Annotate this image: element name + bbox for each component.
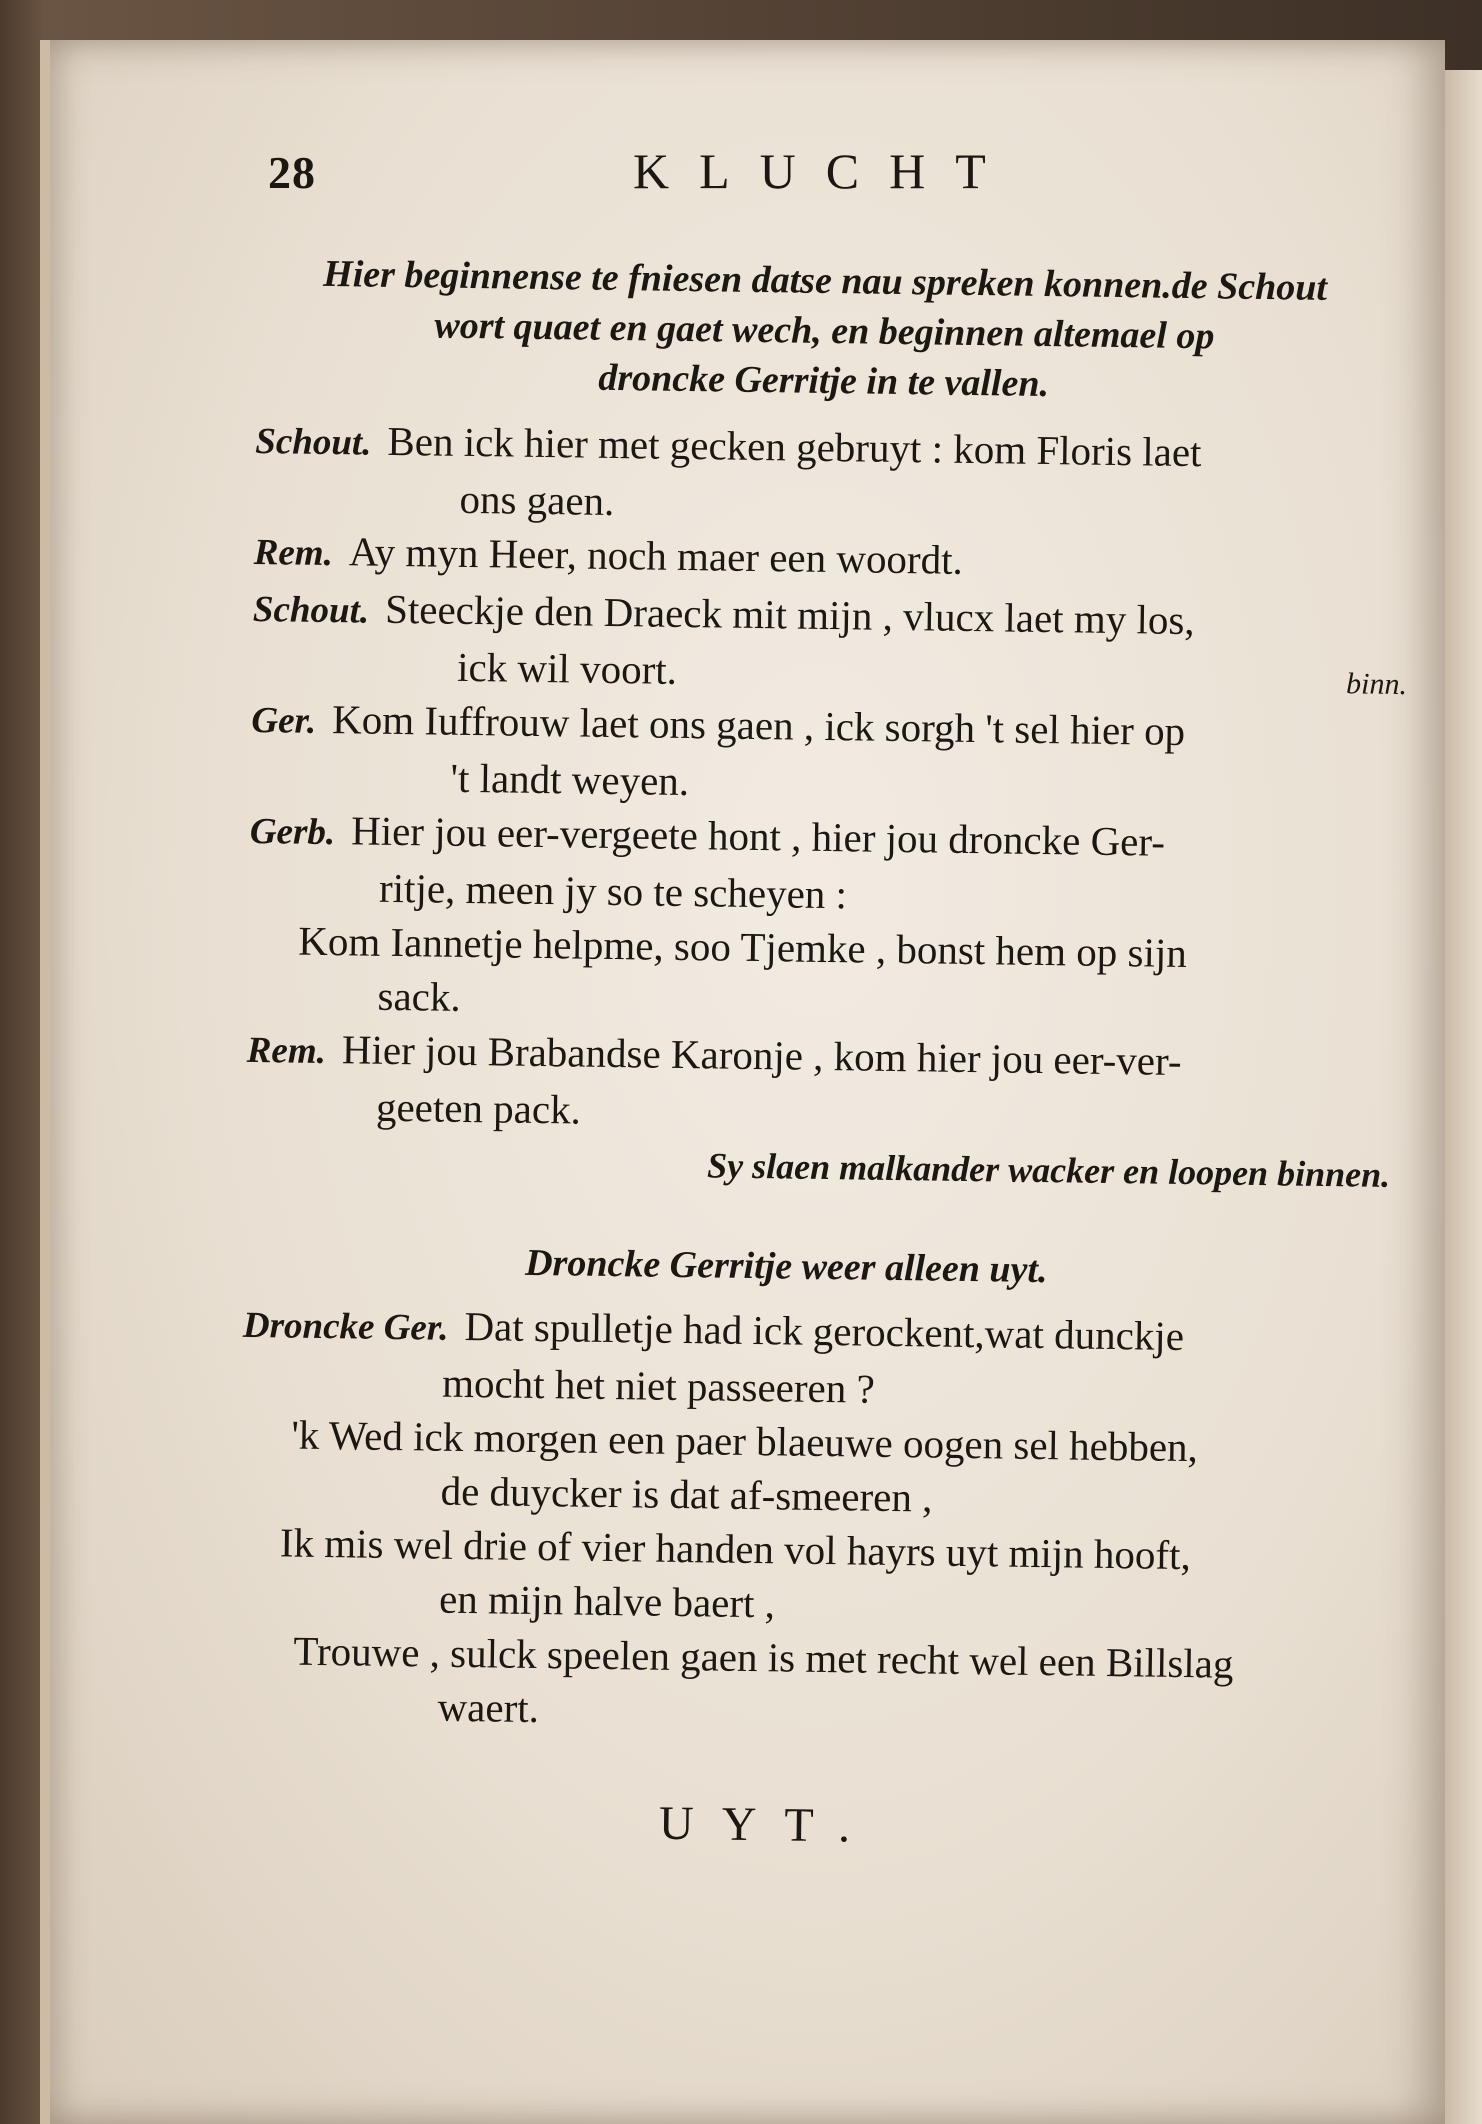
- page-header: [268, 138, 1168, 208]
- speech-line: Ben ick hier met gecken gebruyt : kom Floris laet: [387, 417, 1202, 476]
- speech-line: ick wil voort.: [456, 643, 678, 693]
- speech-line: Hier jou Brabandse Karonje , kom hier jou eer-ver-: [341, 1026, 1182, 1084]
- speech-line: Hier jou eer-vergeete hont , hier jou droncke Ger-: [350, 807, 1166, 865]
- speaker-name: Gerb.: [249, 810, 336, 854]
- speech-block: [250, 691, 1396, 818]
- speech-block: [252, 580, 1408, 707]
- speech-block: [254, 412, 1400, 539]
- speech-line: geeten pack.: [375, 1083, 582, 1133]
- speaker-name: Rem.: [246, 1029, 327, 1073]
- speech-line: mocht het niet passeeren ?: [441, 1359, 876, 1412]
- running-head: KLUCHT: [633, 143, 1016, 199]
- end-mark: UYT.: [658, 1796, 879, 1853]
- speech-line: Kom Iannetje helpme, soo Tjemke , bonst hem op sijn: [298, 917, 1188, 977]
- speech-line: ritje, meen jy so te scheyen :: [378, 864, 848, 918]
- speech-line: Ik mis wel drie of vier handen vol hayrs uyt mijn hooft,: [279, 1519, 1192, 1579]
- speaker-name: Rem.: [253, 531, 334, 575]
- speech-line: 'k Wed ick morgen een paer blaeuwe oogen sel hebben,: [291, 1411, 1199, 1471]
- speech-line: 't landt weyen.: [450, 754, 690, 805]
- speech-line: Ay myn Heer, noch maer een woordt.: [348, 528, 964, 583]
- speech-block: [247, 802, 1395, 1037]
- speech-line: Trouwe , sulck speelen gaen is met recht wel een Billslag: [293, 1627, 1234, 1687]
- speech-line: waert.: [437, 1683, 540, 1732]
- stage-line: Hier beginnense te fniesen datse nau spreken konnen.de Schout: [322, 252, 1328, 309]
- stage-direction: Sy slaen malkander wacker en loopen binnen.: [706, 1145, 1391, 1195]
- speech-line: de duycker is dat af-smeeren ,: [440, 1467, 933, 1521]
- stage-aside: binn.: [1345, 667, 1408, 702]
- speech-line: Dat spulletje had ick gerockent,wat dunckje: [464, 1302, 1185, 1360]
- speaker-name: Schout.: [252, 588, 370, 632]
- speech-block: [246, 1021, 1392, 1148]
- speech-line: Kom Iuffrouw laet ons gaen , ick sorgh 't sel hier op: [331, 696, 1186, 754]
- speech-line: sack.: [377, 972, 461, 1020]
- stage-direction: [256, 248, 1403, 414]
- speaker-name: Ger.: [251, 699, 317, 742]
- speech-block: [237, 1296, 1388, 1747]
- scene-heading: Droncke Gerritje weer alleen uyt.: [524, 1241, 1048, 1292]
- speech-line: Steeckje den Draeck mit mijn , vlucx laet my los,: [384, 585, 1195, 644]
- page-number: 28: [268, 147, 316, 198]
- stage-line: droncke Gerritje in te vallen.: [598, 356, 1050, 406]
- adjacent-page-edge: [1442, 70, 1482, 2124]
- speaker-name: Schout.: [255, 420, 372, 464]
- speaker-name: Droncke Ger.: [242, 1304, 449, 1349]
- speech-line: en mijn halve baert ,: [438, 1575, 776, 1627]
- speech-line: ons gaen.: [459, 475, 615, 524]
- page-text: [236, 248, 1408, 1861]
- stage-line: wort quaet en gaet wech, en beginnen altemael op: [434, 304, 1215, 358]
